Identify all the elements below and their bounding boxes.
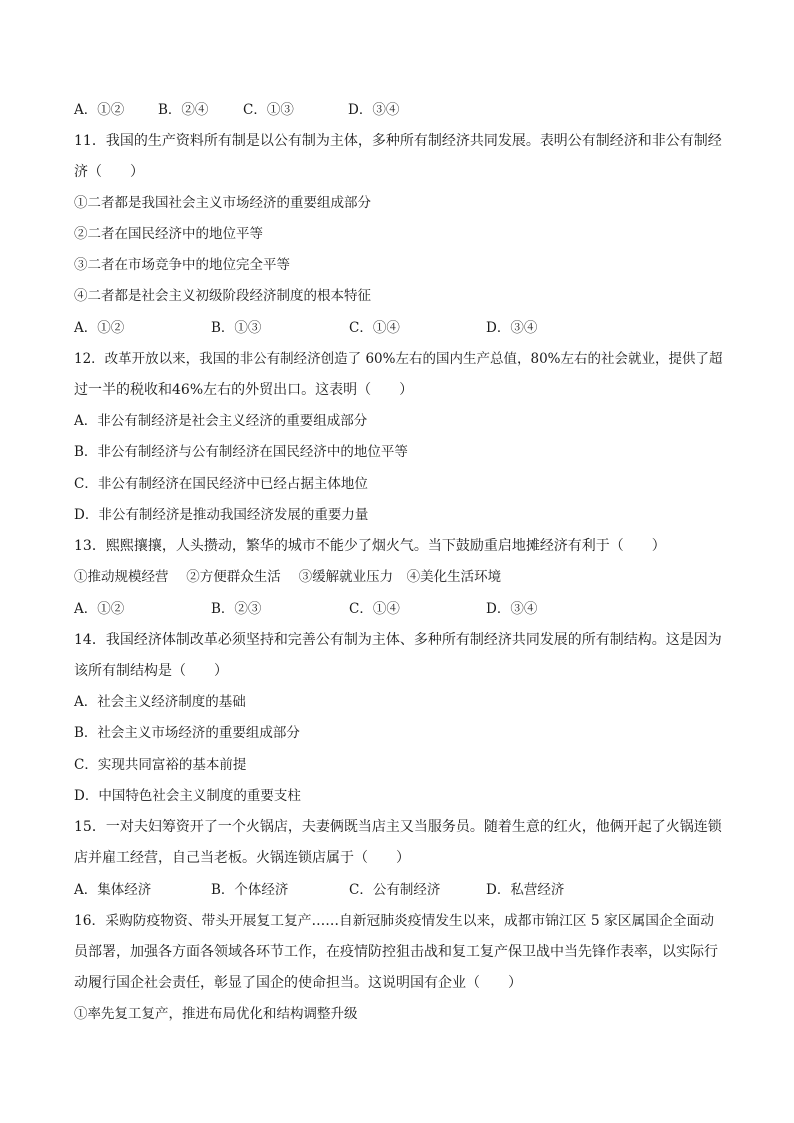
q11-item-1: ①二者都是我国社会主义市场经济的重要组成部分 xyxy=(74,195,371,211)
q15-options xyxy=(74,880,724,900)
q13-items: ①推动规模经营 ②方便群众生活 ③缓解就业压力 ④美化生活环境 xyxy=(74,569,502,585)
q14-stem-line2: 该所有制结构是（ ） xyxy=(74,663,228,679)
q11-options xyxy=(74,318,724,338)
q14-choice-d[interactable]: D．中国特色社会主义制度的重要支柱 xyxy=(74,788,301,804)
q13-stem-line1: 13．熙熙攘攘，人头攒动，繁华的城市不能少了烟火气。当下鼓励重启地摊经济有利于（ ） xyxy=(74,538,666,554)
q16-item-1: ①率先复工复产，推进布局优化和结构调整升级 xyxy=(74,1006,358,1022)
q13-option-c[interactable]: C．①④ xyxy=(349,601,400,617)
q10-option-b[interactable]: B．②④ xyxy=(158,102,209,118)
q11-option-a[interactable]: A．①② xyxy=(74,320,125,336)
q15-stem-line1: 15．一对夫妇筹资开了一个火锅店，夫妻俩既当店主又当服务员。随着生意的红火，他俩开起了火锅连锁 xyxy=(74,819,722,835)
q12-choice-d[interactable]: D．非公有制经济是推动我国经济发展的重要力量 xyxy=(74,507,369,523)
q12-stem-line2: 过一半的税收和46%左右的外贸出口。这表明（ ） xyxy=(74,382,414,398)
q15-stem-line2: 店并雇工经营，自己当老板。火锅连锁店属于（ ） xyxy=(74,850,410,866)
q10-option-c[interactable]: C．①③ xyxy=(243,102,294,118)
q13-option-b[interactable]: B．②③ xyxy=(211,601,262,617)
q11-item-4: ④二者都是社会主义初级阶段经济制度的根本特征 xyxy=(74,288,371,304)
q11-stem-line1: 11．我国的生产资料所有制是以公有制为主体，多种所有制经济共同发展。表明公有制经济和非公有制经 xyxy=(74,133,722,149)
q11-item-2: ②二者在国民经济中的地位平等 xyxy=(74,226,263,242)
q12-choice-b[interactable]: B．非公有制经济与公有制经济在国民经济中的地位平等 xyxy=(74,444,408,460)
q13-option-a[interactable]: A．①② xyxy=(74,601,125,617)
q16-stem-line2: 员部署，加强各方面各领域各环节工作，在疫情防控狙击战和复工复产保卫战中当先锋作表率，以实际行 xyxy=(74,944,718,960)
q15-option-d[interactable]: D．私营经济 xyxy=(486,882,565,898)
q11-stem-line2: 济（ ） xyxy=(74,164,144,180)
q10-options xyxy=(74,100,724,120)
q16-stem-line3: 动履行国企社会责任，彰显了国企的使命担当。这说明国有企业（ ） xyxy=(74,975,522,991)
q12-choice-a[interactable]: A．非公有制经济是社会主义经济的重要组成部分 xyxy=(74,413,368,429)
q11-item-3: ③二者在市场竞争中的地位完全平等 xyxy=(74,257,290,273)
q15-option-b[interactable]: B．个体经济 xyxy=(211,882,289,898)
q11-option-d[interactable]: D．③④ xyxy=(486,320,538,336)
q11-option-b[interactable]: B．①③ xyxy=(211,320,262,336)
q14-choice-c[interactable]: C．实现共同富裕的基本前提 xyxy=(74,757,247,773)
q12-stem-line1: 12．改革开放以来，我国的非公有制经济创造了 60%左右的国内生产总值，80%左右的社会就业，提供了超 xyxy=(74,351,723,367)
q12-choice-c[interactable]: C．非公有制经济在国民经济中已经占据主体地位 xyxy=(74,476,368,492)
q14-stem-line1: 14．我国经济体制改革必须坚持和完善公有制为主体、多种所有制经济共同发展的所有制结构。这是因为 xyxy=(74,632,722,648)
q13-options xyxy=(74,599,724,619)
q14-choice-a[interactable]: A．社会主义经济制度的基础 xyxy=(74,694,246,710)
q11-option-c[interactable]: C．①④ xyxy=(349,320,400,336)
q13-option-d[interactable]: D．③④ xyxy=(486,601,538,617)
q16-stem-line1: 16．采购防疫物资、带头开展复工复产……自新冠肺炎疫情发生以来，成都市锦江区 5 家区属国企全面动 xyxy=(74,913,714,929)
q10-option-d[interactable]: D．③④ xyxy=(348,102,400,118)
q14-choice-b[interactable]: B．社会主义市场经济的重要组成部分 xyxy=(74,725,300,741)
q15-option-a[interactable]: A．集体经济 xyxy=(74,882,152,898)
q15-option-c[interactable]: C．公有制经济 xyxy=(349,882,441,898)
q10-option-a[interactable]: A．①② xyxy=(74,102,125,118)
